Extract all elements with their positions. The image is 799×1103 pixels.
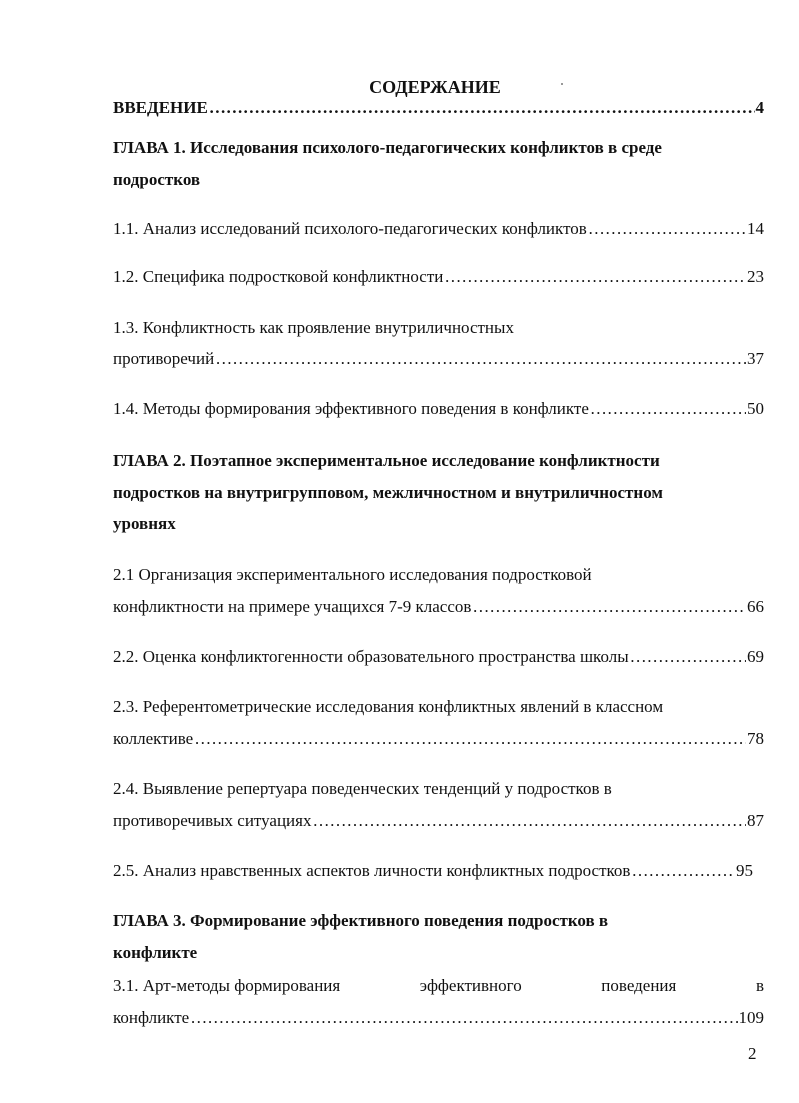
toc-entry-label: 1.1. Анализ исследований психолого-педагогических конфликтов <box>113 219 587 238</box>
chapter-2-heading-line1[interactable]: ГЛАВА 2. Поэтапное экспериментальное исследование конфликтности <box>113 451 660 470</box>
page-number: 2 <box>748 1044 757 1063</box>
toc-entry-3-1[interactable] <box>113 1007 764 1029</box>
leader-dots <box>190 1007 737 1029</box>
toc-entry-label: 1.2. Специфика подростковой конфликтности <box>113 267 444 286</box>
toc-entry-1-2[interactable] <box>113 266 764 288</box>
toc-entry-1-3-line1[interactable]: 1.3. Конфликтность как проявление внутриличностных <box>113 318 514 337</box>
toc-entry-intro[interactable] <box>113 97 764 119</box>
chapter-3-heading-line1[interactable]: ГЛАВА 3. Формирование эффективного поведения подростков в <box>113 911 609 930</box>
leader-dots <box>209 97 755 119</box>
toc-entry-label: конфликтности на примере учащихся 7-9 классов <box>113 597 472 616</box>
leader-dots <box>444 266 746 288</box>
leader-dots <box>630 646 746 668</box>
leader-dots <box>631 860 735 882</box>
toc-entry-2-4-line1[interactable]: 2.4. Выявление репертуара поведенческих тенденций у подростков в <box>113 779 612 798</box>
page-title: СОДЕРЖАНИЕ <box>369 77 501 97</box>
chapter-2-heading-line2[interactable]: подростков на внутригрупповом, межличностном и внутриличностном <box>113 483 663 502</box>
toc-entry-label: коллективе <box>113 729 194 748</box>
chapter-1-heading-line2[interactable]: подростков <box>113 170 201 189</box>
leader-dots <box>215 348 746 370</box>
toc-entry-1-1[interactable] <box>113 218 764 240</box>
toc-page-number: 23 <box>747 267 764 286</box>
chapter-3-heading-line2[interactable]: конфликте <box>113 943 198 962</box>
toc-entry-label: 1.4. Методы формирования эффективного поведения в конфликте <box>113 399 589 418</box>
toc-page-number: 87 <box>747 811 764 830</box>
toc-entry-2-5[interactable] <box>113 860 753 882</box>
toc-entry-label: противоречивых ситуациях <box>113 811 312 830</box>
leader-dots <box>472 596 746 618</box>
leader-dots <box>194 728 746 750</box>
toc-entry-3-1-line1[interactable] <box>113 975 764 997</box>
toc-page-number: 4 <box>755 98 764 117</box>
toc-entry-2-4[interactable] <box>113 810 764 832</box>
toc-entry-2-3-line1[interactable]: 2.3. Референтометрические исследования конфликтных явлений в классном <box>113 697 664 716</box>
toc-page-number: 109 <box>738 1008 764 1027</box>
toc-entry-2-3[interactable] <box>113 728 764 750</box>
justified-word: в <box>755 976 764 995</box>
chapter-2-heading-line3[interactable]: уровнях <box>113 514 176 533</box>
toc-entry-2-1[interactable] <box>113 596 764 618</box>
justified-word: поведения <box>601 976 677 995</box>
toc-entry-label: конфликте <box>113 1008 190 1027</box>
toc-page-number: 78 <box>747 729 764 748</box>
toc-entry-label: 2.5. Анализ нравственных аспектов личности конфликтных подростков <box>113 861 631 880</box>
toc-page-number: 37 <box>747 349 764 368</box>
toc-entry-label: противоречий <box>113 349 215 368</box>
toc-entry-1-4[interactable] <box>113 398 764 420</box>
justified-word: эффективного <box>419 976 522 995</box>
toc-entry-label: 2.2. Оценка конфликтогенности образовательного пространства школы <box>113 647 629 666</box>
chapter-1-heading-line1[interactable]: ГЛАВА 1. Исследования психолого-педагогических конфликтов в среде <box>113 138 662 157</box>
justified-word: 3.1. Арт-методы формирования <box>113 976 341 995</box>
toc-page-number: 95 <box>736 861 753 880</box>
toc-page-number: 69 <box>747 647 764 666</box>
toc-page-number: 50 <box>747 399 764 418</box>
toc-entry-2-1-line1[interactable]: 2.1 Организация экспериментального исследования подростковой <box>113 565 592 584</box>
leader-dots <box>590 398 746 420</box>
toc-entry-2-2[interactable] <box>113 646 764 668</box>
toc-entry-1-3[interactable] <box>113 348 764 370</box>
leader-dots <box>588 218 746 240</box>
toc-page-number: 66 <box>747 597 764 616</box>
toc-entry-label: ВВЕДЕНИЕ <box>113 98 208 117</box>
toc-page-number: 14 <box>747 219 764 238</box>
leader-dots <box>312 810 746 832</box>
